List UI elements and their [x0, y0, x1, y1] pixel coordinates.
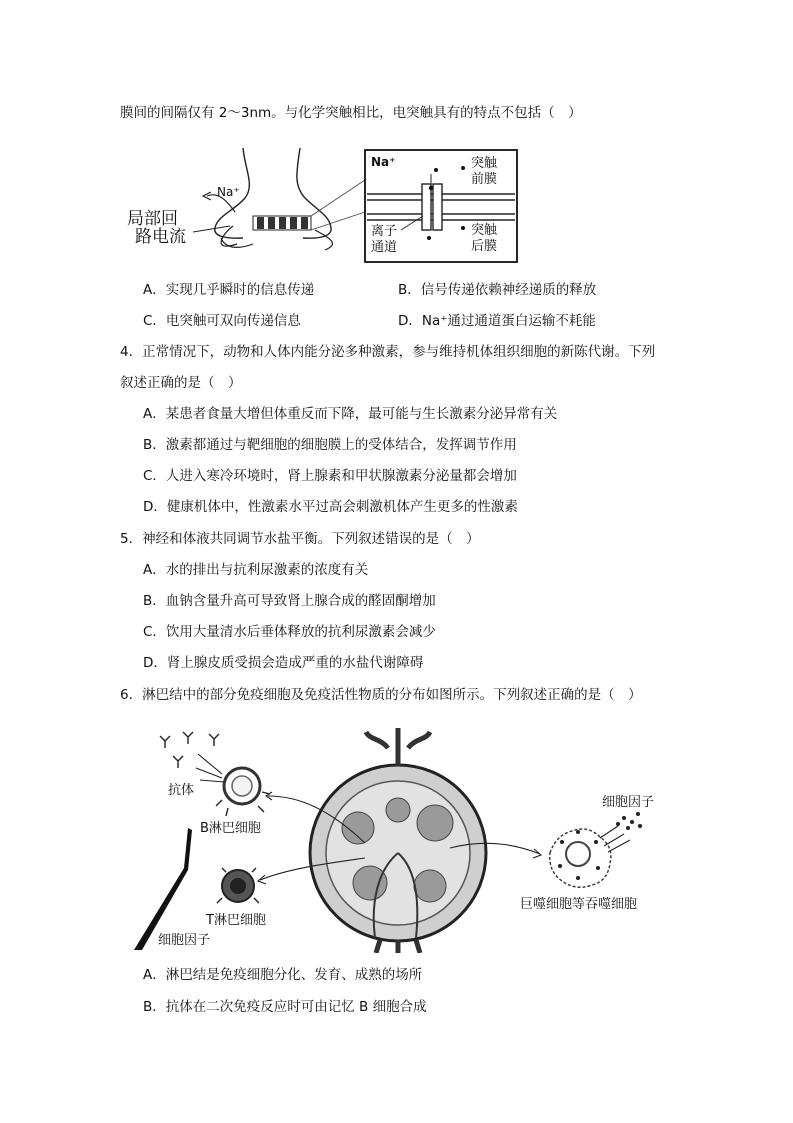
gap-junction	[253, 216, 311, 230]
q4-option-a: A．某患者食量大增但体重反而下降，最可能与生长激素分泌异常有关	[143, 406, 558, 422]
q5-option-b: B．血钠含量升高可导致肾上腺合成的醛固酮增加	[143, 593, 436, 609]
t-cell-label: T淋巴细胞	[206, 913, 266, 928]
q6-option-a: A．淋巴结是免疫细胞分化、发育、成熟的场所	[143, 967, 423, 983]
q6-option-b: B．抗体在二次免疫反应时可由记忆 B 细胞合成	[143, 999, 427, 1015]
q3-stem-tail: 膜间的间隔仅有 2～3nm。与化学突触相比，电突触具有的特点不包括（ ）	[120, 105, 582, 121]
local-current-label-2: 路电流	[135, 227, 186, 247]
na-left-label: Na⁺	[217, 185, 240, 199]
q4-option-b: B．激素都通过与靶细胞的细胞膜上的受体结合，发挥调节作用	[143, 437, 517, 453]
q3-option-a: A．实现几乎瞬时的信息传递	[143, 282, 315, 298]
zoom-box	[365, 150, 517, 262]
pre-membrane-label-1: 突触	[471, 156, 498, 171]
na-box-label: Na⁺	[371, 155, 396, 169]
q5-stem: 5．神经和体液共同调节水盐平衡。下列叙述错误的是（ ）	[120, 531, 480, 547]
ion-channel-label-1: 离子	[371, 224, 398, 239]
q4-stem-line2: 叙述正确的是（ ）	[120, 375, 242, 391]
macrophage-label: 巨噬细胞等吞噬细胞	[520, 897, 638, 912]
antibody-label: 抗体	[168, 783, 195, 798]
ion-channel-label-2: 通道	[371, 240, 398, 255]
q4-stem-line1: 4．正常情况下，动物和人体内能分泌多种激素，参与维持机体组织细胞的新陈代谢。下列	[120, 344, 656, 360]
q4-option-c: C．人进入寒冷环境时，肾上腺素和甲状腺激素分泌量都会增加	[143, 468, 517, 484]
macrophage	[550, 829, 611, 887]
b-cell-label: B淋巴细胞	[200, 821, 261, 836]
t-cell	[217, 868, 259, 903]
synapse-figure	[125, 140, 525, 270]
q3-option-b: B．信号传递依赖神经递质的释放	[398, 282, 597, 298]
cytokine-right-label: 细胞因子	[602, 795, 655, 810]
antibody-icons	[160, 732, 219, 768]
post-membrane-label-1: 突触	[471, 223, 498, 238]
q3-option-c: C．电突触可双向传递信息	[143, 313, 301, 329]
b-cell	[216, 768, 270, 816]
post-membrane-label-2: 后膜	[471, 239, 498, 254]
q5-option-d: D．肾上腺皮质受损会造成严重的水盐代谢障碍	[143, 655, 424, 671]
q6-stem: 6．淋巴结中的部分免疫细胞及免疫活性物质的分布如图所示。下列叙述正确的是（ ）	[120, 687, 642, 703]
q4-option-d: D．健康机体中，性激素水平过高会刺激机体产生更多的性激素	[143, 499, 518, 515]
q5-option-c: C．饮用大量清水后垂体释放的抗利尿激素会减少	[143, 624, 436, 640]
cytokine-left-label: 细胞因子	[158, 933, 211, 948]
q3-option-d: D．Na⁺通过通道蛋白运输不耗能	[398, 313, 596, 329]
q5-option-a: A．水的排出与抗利尿激素的浓度有关	[143, 562, 369, 578]
lymph-node-figure	[130, 718, 670, 953]
local-current-label-1: 局部回	[127, 209, 178, 229]
lymph-node	[310, 728, 486, 953]
pre-membrane-label-2: 前膜	[471, 172, 498, 187]
